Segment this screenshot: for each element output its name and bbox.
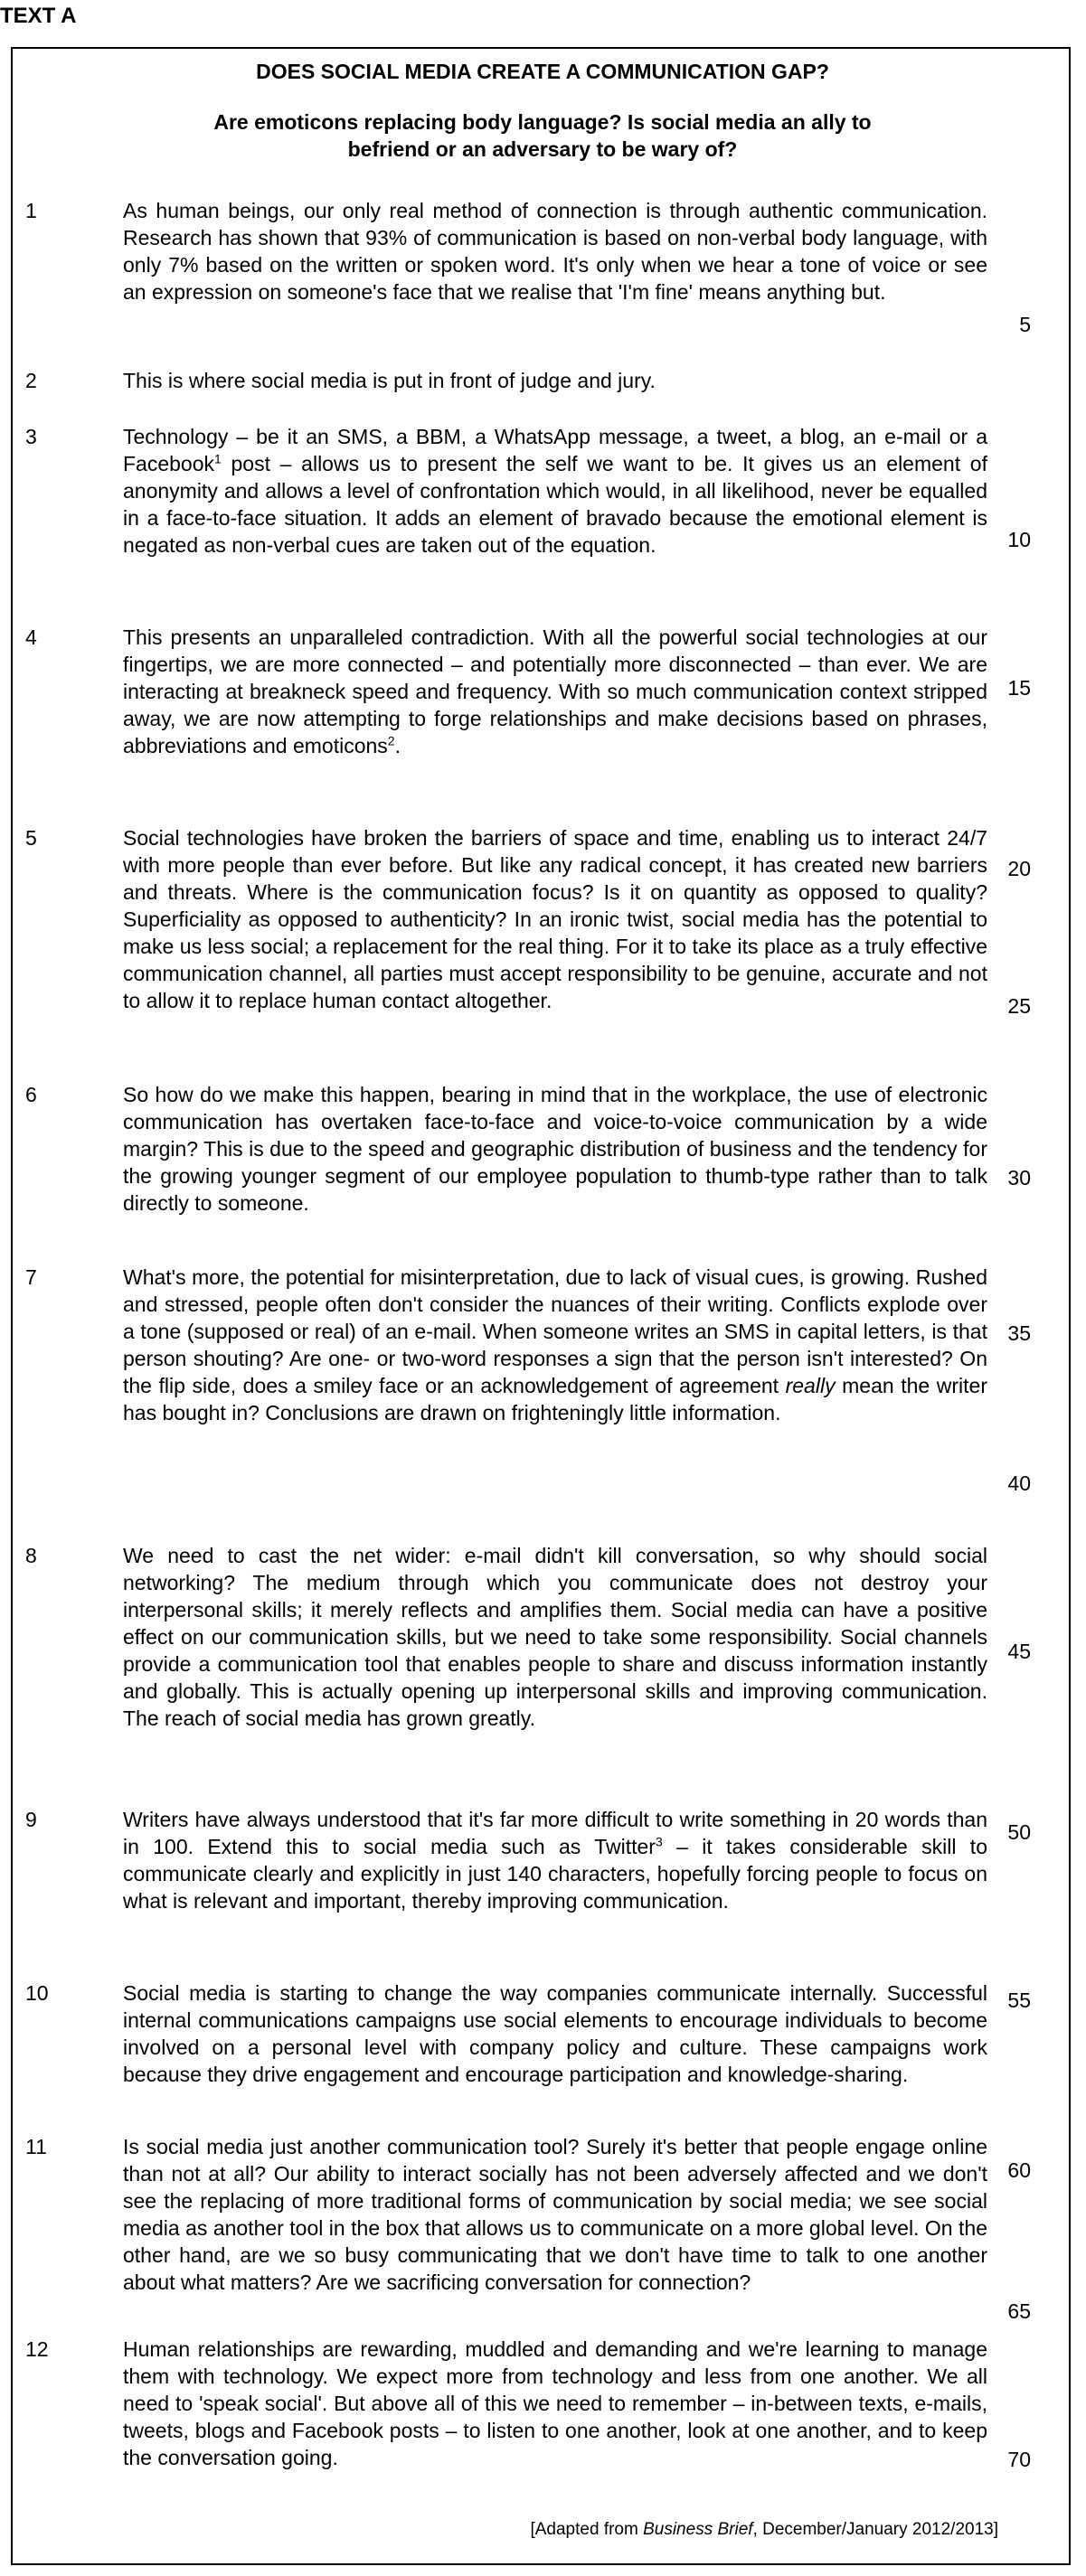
- paragraph-text-part: Writers have always understood that it's far more difficult to write something in 20 words than in 100. Extend this to social media such as Twitter: [123, 1808, 987, 1858]
- source-suffix: , December/January 2012/2013]: [752, 2520, 998, 2539]
- line-number-marker: 45: [1007, 1640, 1031, 1663]
- paragraph-number: 1: [25, 199, 37, 222]
- paragraph-text-part: This presents an unparalleled contradiction. With all the powerful social technologies at our fingertips, we are more connected – and potentially more disconnected – than ever. We are interacting at breakneck speed and frequency. With so much communication context stripped away, we are now attempting to forge relationships and make decisions based on phrases, abbreviations and emoticons: [123, 625, 987, 757]
- paragraph-text: This is where social media is put in front of judge and jury.: [123, 369, 656, 392]
- paragraph-number: 4: [25, 625, 37, 649]
- paragraph-number: 9: [25, 1808, 37, 1831]
- paragraph-number: 5: [25, 826, 37, 850]
- paragraph-text: So how do we make this happen, bearing in mind that in the workplace, the use of electronic communication has overtaken face-to-face and voice-to-voice communication by a wide margin? This is due to the speed and geographic distribution of business and the tendency for the growing younger segment of our employee population to thumb-type rather than to talk directly to someone.: [123, 1083, 987, 1215]
- paragraph-text: [123, 1806, 987, 1914]
- source-publication: Business Brief: [643, 2520, 753, 2539]
- line-number-marker: 35: [1007, 1321, 1031, 1345]
- paragraph-number: 6: [25, 1083, 37, 1106]
- paragraph-text: Is social media just another communication tool? Surely it's better that people engage online than not at all? Our ability to interact socially has not been adversely affected and we don't see the replacing of more traditional forms of communication by social media; we see social media as another tool in the box that allows us to communicate on a more global level. On the other hand, are we so busy communicating that we don't have time to talk to one another about what matters? Are we sacrificing conversation for connection?: [123, 2135, 987, 2294]
- line-number-marker: 15: [1007, 676, 1031, 700]
- paragraph-text: Social technologies have broken the barriers of space and time, enabling us to interact 24/7 with more people than ever before. But like any radical concept, it has created new barriers and threats. Where is the communication focus? Is it on quantity as opposed to quality? Superficiality as opposed to authenticity? In an ironic twist, social media has the potential to make us less social; a replacement for the real thing. For it to take its place as a truly effective communication channel, all parties must accept responsibility to be genuine, accurate and not to allow it to replace human contact altogether.: [123, 826, 987, 1012]
- text-label: TEXT A: [0, 4, 77, 28]
- footnote-marker: 1: [214, 451, 222, 466]
- paragraph-text-part: post – allows us to present the self we want to be. It gives us an element of anonymity and allows a level of confrontation which would, in all likelihood, never be equalled in a face-to-face situation. It adds an element of bravado because the emotional element is negated as non-verbal cues are taken out of the equation.: [123, 452, 987, 557]
- article-frame: [11, 47, 1071, 2565]
- line-number-marker: 50: [1007, 1820, 1031, 1844]
- paragraph-text-part: What's more, the potential for misinterpretation, due to lack of visual cues, is growing. Rushed and stressed, people often don't consider the nuances of their writing. Conflicts explode over a tone (supposed or real) of an e-mail. When someone writes an SMS in capital letters, is that person shouting? Are one- or two-word responses a sign that the person isn't interested? On the flip side, does a smiley face or an acknowledgement of agreement: [123, 1265, 987, 1397]
- paragraph-text: Social media is starting to change the way companies communicate internally. Successful internal communications campaigns use social elements to encourage individuals to become involved on a personal level with company policy and culture. These campaigns work because they drive engagement and encourage participation and knowledge-sharing.: [123, 1981, 987, 2086]
- line-number-marker: 20: [1007, 857, 1031, 880]
- footnote-marker: 2: [387, 733, 395, 748]
- paragraph-text-part: Technology – be it an SMS, a BBM, a WhatsApp message, a tweet, a blog, an e-mail or a Facebook: [123, 425, 987, 475]
- paragraph-number: 3: [25, 425, 37, 448]
- paragraph-text: As human beings, our only real method of connection is through authentic communication. Research has shown that 93% of communication is based on non-verbal body language, with only 7% based on the written or spoken word. It's only when we hear a tone of voice or see an expression on someone's face that we realise that 'I'm fine' means anything but.: [123, 199, 987, 304]
- paragraph-text: [123, 423, 987, 559]
- line-number-marker: 40: [1007, 1471, 1031, 1495]
- paragraph-text: Human relationships are rewarding, muddled and demanding and we're learning to manage them with technology. We expect more from technology and less from one another. We all need to 'speak social'. But above all of this we need to remember – in-between texts, e-mails, tweets, blogs and Facebook posts – to listen to one another, look at one another, and to keep the conversation going.: [123, 2337, 987, 2469]
- line-number-marker: 5: [1019, 313, 1031, 336]
- line-number-marker: 10: [1007, 528, 1031, 551]
- line-number-marker: 55: [1007, 1988, 1031, 2012]
- subtitle-line-2: befriend or an adversary to be wary of?: [347, 137, 738, 161]
- footnote-marker: 3: [655, 1834, 663, 1849]
- paragraph-text-part: mean the writer has bought in? Conclusions are drawn on frighteningly little information.: [123, 1374, 987, 1424]
- source-citation: [530, 2518, 998, 2542]
- paragraph-text: [123, 624, 987, 759]
- paragraph-number: 8: [25, 1544, 37, 1567]
- line-number-marker: 60: [1007, 2158, 1031, 2182]
- paragraph-number: 12: [25, 2337, 49, 2361]
- paragraph-text: We need to cast the net wider: e-mail didn't kill conversation, so why should social networking? The medium through which you communicate does not destroy your interpersonal skills; it merely reflects and amplifies them. Social media can have a positive effect on our communication skills, but we need to take some responsibility. Social channels provide a communication tool that enables people to share and discuss information instantly and globally. This is actually opening up interpersonal skills and improving communication. The reach of social media has grown greatly.: [123, 1544, 987, 1730]
- line-number-marker: 25: [1007, 994, 1031, 1018]
- paragraph-number: 10: [25, 1981, 49, 2005]
- subtitle-line-1: Are emoticons replacing body language? Is social media an ally to: [213, 110, 872, 134]
- paragraph-text: [123, 1264, 987, 1426]
- paragraph-text-part: – it takes considerable skill to communicate clearly and explicitly in just 140 characters, hopefully forcing people to focus on what is relevant and important, thereby improving communication.: [123, 1835, 987, 1913]
- line-number-marker: 30: [1007, 1166, 1031, 1189]
- paragraph-number: 11: [25, 2135, 47, 2158]
- line-number-marker: 70: [1007, 2448, 1031, 2471]
- line-number-marker: 65: [1007, 2299, 1031, 2323]
- emphasis: really: [785, 1374, 836, 1397]
- article-title: DOES SOCIAL MEDIA CREATE A COMMUNICATION GAP?: [256, 60, 829, 83]
- paragraph-number: 2: [25, 369, 37, 392]
- paragraph-text-part: .: [394, 734, 401, 757]
- article-subtitle: [13, 108, 1072, 163]
- source-prefix: [Adapted from: [530, 2520, 644, 2539]
- paragraph-number: 7: [25, 1265, 37, 1289]
